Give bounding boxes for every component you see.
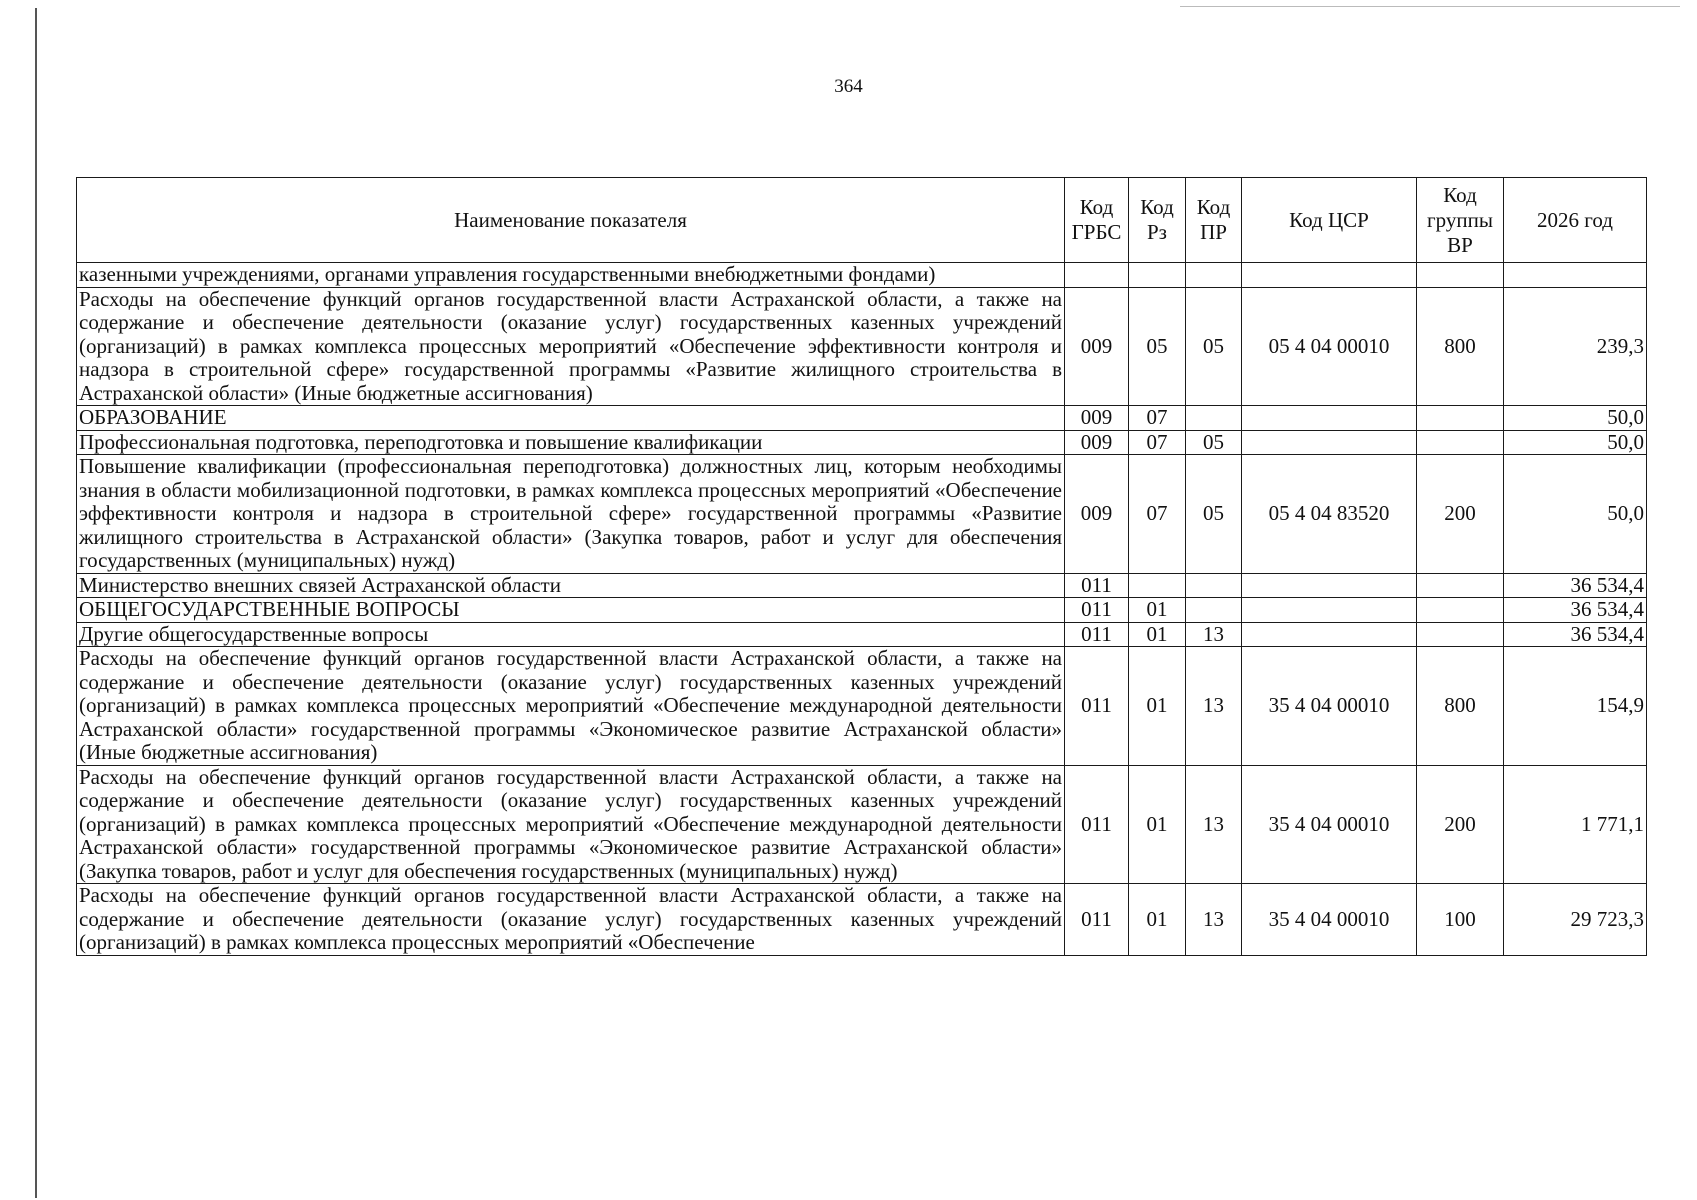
row-grbs-cell: 009 <box>1065 406 1129 431</box>
row-rz-cell: 07 <box>1129 430 1186 455</box>
table-row <box>77 263 1647 288</box>
row-name-cell: Повышение квалификации (профессиональная переподготовка) должностных лиц, которым необходимы знания в области мобилизационной подготовки, в рамках комплекса процессных мероприятий «Обеспечение эффективности контроля и надзора в строительной сфере» государственной программы «Развитие жилищного строительства в Астраханской области» (Закупка товаров, работ и услуг для обеспечения государственных (муниципальных) нужд) <box>77 455 1065 574</box>
row-vr-cell <box>1417 263 1504 288</box>
scan-margin-line <box>35 8 37 1198</box>
row-pr-cell: 13 <box>1186 647 1242 766</box>
row-amount-cell: 50,0 <box>1504 430 1647 455</box>
row-grbs-cell: 011 <box>1065 647 1129 766</box>
row-name-cell: Другие общегосударственные вопросы <box>77 622 1065 647</box>
row-grbs-cell: 009 <box>1065 455 1129 574</box>
row-rz-cell <box>1129 573 1186 598</box>
row-pr-cell <box>1186 598 1242 623</box>
row-name-cell: Расходы на обеспечение функций органов государственной власти Астраханской области, а также на содержание и обеспечение деятельности (оказание услуг) государственных казенных учреждений (организаций) в рамках комплекса процессных мероприятий «Обеспечение международной деятельности Астраханской области» государственной программы «Экономическое развитие Астраханской области» (Иные бюджетные ассигнования) <box>77 647 1065 766</box>
row-csr-cell <box>1242 406 1417 431</box>
row-rz-cell: 07 <box>1129 455 1186 574</box>
row-vr-cell: 200 <box>1417 765 1504 884</box>
row-name-cell: Расходы на обеспечение функций органов государственной власти Астраханской области, а также на содержание и обеспечение деятельности (оказание услуг) государственных казенных учреждений (организаций) в рамках комплекса процессных мероприятий «Обеспечение эффективности контроля и надзора в строительной сфере» государственной программы «Развитие жилищного строительства в Астраханской области» (Иные бюджетные ассигнования) <box>77 287 1065 406</box>
row-rz-cell: 05 <box>1129 287 1186 406</box>
header-year: 2026 год <box>1504 178 1647 263</box>
row-vr-cell: 800 <box>1417 647 1504 766</box>
row-grbs-cell: 009 <box>1065 430 1129 455</box>
row-pr-cell: 13 <box>1186 884 1242 956</box>
row-csr-cell <box>1242 622 1417 647</box>
row-vr-cell: 100 <box>1417 884 1504 956</box>
header-rz: Код Рз <box>1129 178 1186 263</box>
row-csr-cell: 05 4 04 00010 <box>1242 287 1417 406</box>
row-amount-cell <box>1504 263 1647 288</box>
row-rz-cell: 01 <box>1129 884 1186 956</box>
table-row <box>77 884 1647 956</box>
row-amount-cell: 50,0 <box>1504 455 1647 574</box>
row-pr-cell: 13 <box>1186 765 1242 884</box>
row-pr-cell <box>1186 263 1242 288</box>
row-vr-cell <box>1417 598 1504 623</box>
table-row <box>77 287 1647 406</box>
table-row <box>77 430 1647 455</box>
row-grbs-cell <box>1065 263 1129 288</box>
scan-top-line <box>1180 6 1680 7</box>
row-grbs-cell: 009 <box>1065 287 1129 406</box>
row-name-cell: Министерство внешних связей Астраханской области <box>77 573 1065 598</box>
header-csr: Код ЦСР <box>1242 178 1417 263</box>
row-amount-cell: 154,9 <box>1504 647 1647 766</box>
row-csr-cell <box>1242 573 1417 598</box>
table-row <box>77 455 1647 574</box>
table-row <box>77 647 1647 766</box>
row-pr-cell: 05 <box>1186 455 1242 574</box>
row-amount-cell: 36 534,4 <box>1504 573 1647 598</box>
row-csr-cell: 35 4 04 00010 <box>1242 647 1417 766</box>
row-name-cell: ОБЩЕГОСУДАРСТВЕННЫЕ ВОПРОСЫ <box>77 598 1065 623</box>
row-grbs-cell: 011 <box>1065 598 1129 623</box>
row-name-cell: Расходы на обеспечение функций органов государственной власти Астраханской области, а также на содержание и обеспечение деятельности (оказание услуг) государственных казенных учреждений (организаций) в рамках комплекса процессных мероприятий «Обеспечение международной деятельности Астраханской области» государственной программы «Экономическое развитие Астраханской области» (Закупка товаров, работ и услуг для обеспечения государственных (муниципальных) нужд) <box>77 765 1065 884</box>
row-vr-cell <box>1417 573 1504 598</box>
row-vr-cell: 800 <box>1417 287 1504 406</box>
row-amount-cell: 1 771,1 <box>1504 765 1647 884</box>
row-rz-cell <box>1129 263 1186 288</box>
header-pr: Код ПР <box>1186 178 1242 263</box>
row-csr-cell <box>1242 263 1417 288</box>
row-rz-cell: 01 <box>1129 765 1186 884</box>
row-rz-cell: 07 <box>1129 406 1186 431</box>
table-row <box>77 622 1647 647</box>
row-rz-cell: 01 <box>1129 622 1186 647</box>
row-rz-cell: 01 <box>1129 598 1186 623</box>
row-pr-cell: 13 <box>1186 622 1242 647</box>
row-vr-cell <box>1417 406 1504 431</box>
header-name: Наименование показателя <box>77 178 1065 263</box>
row-amount-cell: 239,3 <box>1504 287 1647 406</box>
row-name-cell: Расходы на обеспечение функций органов государственной власти Астраханской области, а также на содержание и обеспечение деятельности (оказание услуг) государственных казенных учреждений (организаций) в рамках комплекса процессных мероприятий «Обеспечение <box>77 884 1065 956</box>
table-row <box>77 765 1647 884</box>
row-pr-cell <box>1186 406 1242 431</box>
budget-table <box>76 177 1647 956</box>
table-row <box>77 598 1647 623</box>
row-vr-cell <box>1417 622 1504 647</box>
row-csr-cell: 35 4 04 00010 <box>1242 765 1417 884</box>
table-row <box>77 406 1647 431</box>
row-name-cell: Профессиональная подготовка, переподготовка и повышение квалификации <box>77 430 1065 455</box>
row-grbs-cell: 011 <box>1065 573 1129 598</box>
header-vr: Код группы ВР <box>1417 178 1504 263</box>
table-header-row <box>77 178 1647 263</box>
row-amount-cell: 29 723,3 <box>1504 884 1647 956</box>
row-csr-cell: 05 4 04 83520 <box>1242 455 1417 574</box>
row-grbs-cell: 011 <box>1065 765 1129 884</box>
row-pr-cell <box>1186 573 1242 598</box>
row-pr-cell: 05 <box>1186 430 1242 455</box>
row-amount-cell: 36 534,4 <box>1504 622 1647 647</box>
table-row <box>77 573 1647 598</box>
row-amount-cell: 50,0 <box>1504 406 1647 431</box>
row-amount-cell: 36 534,4 <box>1504 598 1647 623</box>
row-vr-cell <box>1417 430 1504 455</box>
row-name-cell: ОБРАЗОВАНИЕ <box>77 406 1065 431</box>
row-vr-cell: 200 <box>1417 455 1504 574</box>
row-rz-cell: 01 <box>1129 647 1186 766</box>
page-number: 364 <box>834 76 863 97</box>
row-pr-cell: 05 <box>1186 287 1242 406</box>
row-csr-cell <box>1242 430 1417 455</box>
row-name-cell: казенными учреждениями, органами управления государственными внебюджетными фондами) <box>77 263 1065 288</box>
row-grbs-cell: 011 <box>1065 622 1129 647</box>
header-grbs: Код ГРБС <box>1065 178 1129 263</box>
row-csr-cell: 35 4 04 00010 <box>1242 884 1417 956</box>
row-csr-cell <box>1242 598 1417 623</box>
row-grbs-cell: 011 <box>1065 884 1129 956</box>
